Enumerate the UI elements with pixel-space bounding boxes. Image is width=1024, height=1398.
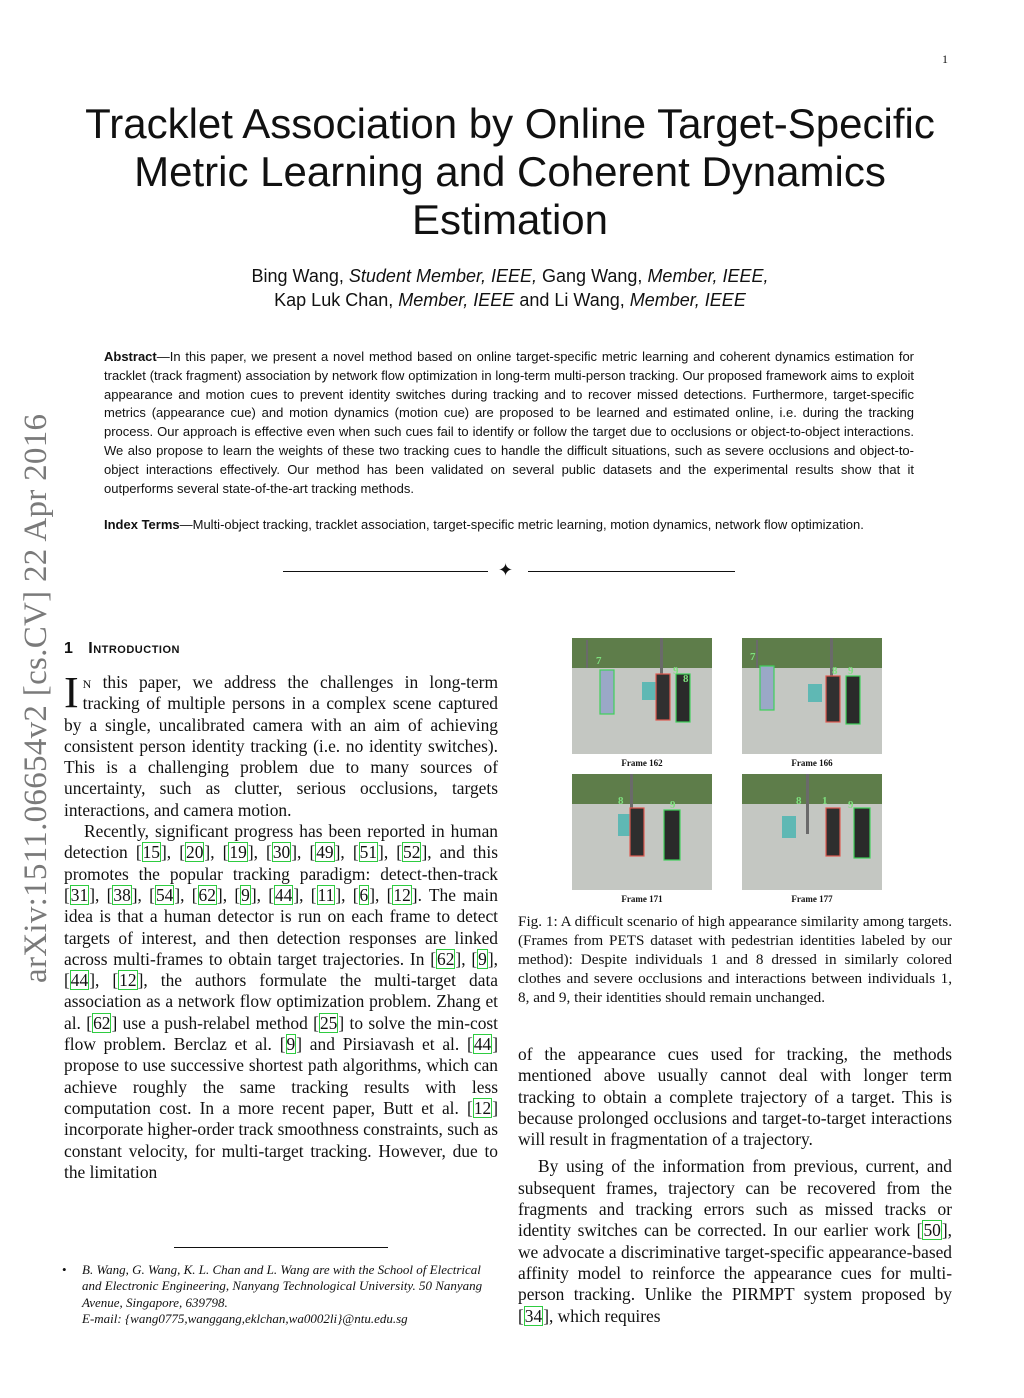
section-number: 1 bbox=[64, 640, 74, 657]
index-terms bbox=[104, 516, 914, 535]
track-id-label: 7 bbox=[750, 651, 756, 663]
author-name: Gang Wang, bbox=[542, 266, 643, 286]
title-line: Estimation bbox=[411, 196, 609, 243]
intro-paragraph-1 bbox=[64, 668, 498, 821]
footnote-affiliation: B. Wang, G. Wang, K. L. Chan and L. Wang are with the School of Electrical and Electronic Engineering, Nanyang Technological University. 50 Nanyang Avenue, Singapore, 639798. bbox=[82, 1262, 483, 1310]
frame-caption: Frame 171 bbox=[621, 894, 663, 904]
frame-caption: Frame 177 bbox=[791, 894, 833, 904]
citation-link[interactable]: 6 bbox=[359, 884, 369, 905]
citation-link[interactable]: 44 bbox=[275, 884, 293, 905]
citation-link[interactable]: 52 bbox=[403, 842, 421, 863]
citation-link[interactable]: 9 bbox=[478, 948, 487, 969]
author-role: Member, IEEE, bbox=[647, 266, 769, 286]
citation-group: [62], [9], [44], [12] bbox=[64, 948, 498, 991]
citation-link[interactable]: 62 bbox=[93, 1012, 111, 1033]
intro-paragraph-3: of the appearance cues used for tracking, the methods mentioned above usually cannot deal with longer term tracking to obtain a complete trajectory of a target. This is because prolonged occlusions and target-to-target interactions will result in fragmentation of a trajectory. bbox=[518, 1044, 952, 1150]
track-id-label: 9 bbox=[848, 799, 854, 811]
intro-paragraph-2: Recently, significant progress has been reported in human detection [15], [20], [19], [30], [49], [51], [52], and this promotes the popular tracking paradigm: detect-then-track [31], [38], [54], [62], [9], [44], [11], [6], [12]. The main idea is that a human detector is run on each frame to detect targets of interest, and then detection responses are linked across multi-frames to obtain target trajectories. In [62], [9], [44], [12], the authors formulate the multi-target data association as a network flow optimization problem. Zhang et al. [62] use a push-relabel method [25] to solve the min-cost flow problem. Berclaz et al. [9] and Pirsiavash et al. [44] propose to use successive shortest path algorithms, which can achieve roughly the same tracking results with less computation cost. In a more recent paper, Butt et al. [12] incorporate higher-order track smoothness constraints, such as constant velocity, for multi-target tracking. However, due to the limitation bbox=[64, 821, 498, 1182]
track-id-label: 9 bbox=[673, 665, 679, 677]
track-id-label: 8 bbox=[683, 673, 689, 685]
citation-link[interactable]: 15 bbox=[142, 842, 160, 863]
frame-caption: Frame 166 bbox=[791, 758, 833, 768]
paragraph-text: , and this promotes the popular tracking paradigm: detect-then-track bbox=[64, 842, 498, 884]
scene-svg bbox=[742, 774, 882, 890]
paragraph-text: to solve the min-cost flow problem. Berclaz et al. bbox=[64, 1012, 498, 1055]
paragraph-text: , we advocate a discriminative target-specific appearance-based affinity model to reinforce the appearance cues for multi-person tracking. Unlike the PIRMPT system proposed by bbox=[518, 1220, 952, 1305]
track-id-label: 8 bbox=[832, 665, 838, 677]
figure-caption: Fig. 1: A difficult scenario of high appearance similarity among targets. (Frames from PETS dataset with pedestrian identities labeled by our method): Despite individuals 1 and 8 dressed in similarly colored clothes and severe occlusions and interactions between individuals 1, 8, and 9, their identities should remain unchanged. bbox=[518, 913, 952, 1006]
author-role: Member, IEEE bbox=[398, 290, 515, 310]
track-id-label: 8 bbox=[796, 795, 802, 807]
citation-link[interactable]: 38 bbox=[113, 884, 131, 905]
footnote-email: E-mail: {wang0775,wanggang,eklchan,wa0002li}@ntu.edu.sg bbox=[82, 1311, 408, 1327]
divider-star-icon: ✦ bbox=[498, 560, 514, 581]
scene-svg bbox=[572, 638, 712, 754]
smallcaps-word: n bbox=[82, 672, 92, 692]
citation-link[interactable]: 62 bbox=[437, 948, 455, 969]
frame-image bbox=[572, 638, 712, 754]
citation-link[interactable]: 19 bbox=[229, 842, 247, 863]
section-divider bbox=[283, 562, 735, 582]
citation-link[interactable]: 9 bbox=[241, 884, 250, 905]
section-title: Introduction bbox=[88, 640, 180, 657]
title-line: Metric Learning and Coherent Dynamics bbox=[134, 148, 886, 195]
track-id-label: 9 bbox=[848, 665, 854, 677]
citation-link[interactable]: 34 bbox=[524, 1305, 543, 1326]
intro-paragraph-4: By using of the information from previous, current, and subsequent frames, trajectory can be recovered from the fragments and tracking errors such as missed tracks or identity switches can be corrected. In our earlier work [50], we advocate a discriminative target-specific appearance-based affinity model to reinforce the appearance cues for multi-person tracking. Unlike the PIRMPT system proposed by [34], which requires bbox=[518, 1156, 952, 1326]
index-terms-text: —Multi-object tracking, tracklet association, target-specific metric learning, motion dynamics, network flow optimization. bbox=[179, 517, 864, 532]
left-column bbox=[64, 668, 498, 1183]
author-name: Li Wang, bbox=[554, 290, 625, 310]
paragraph-text: this paper, we address the challenges in long-term tracking of multiple persons in a complex scene captured by a single, uncalibrated camera with an aim of achieving consistent person identity tracking (i.e. no identity switches). This is a challenging problem due to many sources of uncertainty, such as clutter, serious occlusions, targets interactions, and camera motion. bbox=[64, 672, 498, 820]
citation-link[interactable]: 12 bbox=[473, 1097, 492, 1118]
author-conjunction: and bbox=[519, 290, 550, 310]
track-id-label: 8 bbox=[618, 795, 624, 807]
scene-svg bbox=[572, 774, 712, 890]
author-name: Kap Luk Chan, bbox=[274, 290, 394, 310]
section-heading bbox=[64, 640, 180, 658]
arxiv-stamp: arXiv:1511.06654v2 [cs.CV] 22 Apr 2016 bbox=[18, 413, 54, 983]
track-id-label: 9 bbox=[670, 799, 676, 811]
paragraph-text: By using of the information from previous, current, and subsequent frames, trajectory can be recovered from the fragments and tracking errors such as missed tracks or identity switches can be corrected. In our earlier work bbox=[518, 1156, 952, 1241]
page-number: 1 bbox=[942, 52, 948, 66]
paragraph-text: , the authors formulate the multi-target data association as a network flow optimization problem. Zhang et al. bbox=[64, 970, 498, 1033]
citation-group: [15], [20], [19], [30], [49], [51], [52] bbox=[135, 842, 428, 863]
paragraph-text: , which requires bbox=[548, 1305, 661, 1326]
author-name: Bing Wang, bbox=[251, 266, 344, 286]
index-terms-label: Index Terms bbox=[104, 517, 180, 532]
frame-image bbox=[742, 774, 882, 890]
citation-link[interactable]: 44 bbox=[473, 1034, 492, 1055]
right-column bbox=[518, 1044, 952, 1327]
abstract bbox=[104, 348, 914, 498]
citation-link[interactable]: 49 bbox=[316, 842, 334, 863]
frame-image bbox=[742, 638, 882, 754]
citation-link[interactable]: 50 bbox=[923, 1220, 941, 1241]
citation-link[interactable]: 20 bbox=[186, 842, 204, 863]
citation-link[interactable]: 51 bbox=[359, 842, 378, 863]
footnote-rule bbox=[174, 1247, 388, 1248]
citation-link[interactable]: 12 bbox=[119, 970, 137, 991]
figure-1 bbox=[566, 634, 886, 904]
citation-link[interactable]: 44 bbox=[70, 970, 89, 991]
paragraph-text: . The main idea is that a human detector is run on each frame to detect targets of interest, and then detection responses are linked across multi-frames to obtain target trajectories. In bbox=[64, 884, 498, 969]
scene-svg bbox=[742, 638, 882, 754]
citation-group: [31], [38], [54], [62], [9], [44], [11], [6], [12] bbox=[64, 884, 418, 905]
footnote bbox=[64, 1262, 498, 1328]
citation-link[interactable]: 54 bbox=[155, 884, 174, 905]
frame-caption: Frame 162 bbox=[621, 758, 663, 768]
author-role: Student Member, IEEE, bbox=[348, 266, 538, 286]
paragraph-text: propose to use successive shortest path algorithms, which can achieve roughly the same tracking results with less computation cost. In a more recent paper, Butt et al. bbox=[64, 1055, 498, 1118]
citation-link[interactable]: 62 bbox=[198, 884, 216, 905]
abstract-label: Abstract bbox=[104, 349, 157, 364]
citation-link[interactable]: 12 bbox=[393, 884, 411, 905]
paper-title bbox=[60, 100, 960, 244]
citation-link[interactable]: 25 bbox=[319, 1012, 338, 1033]
author-list bbox=[60, 264, 960, 312]
citation-link[interactable]: 9 bbox=[286, 1034, 296, 1055]
frame-image bbox=[572, 774, 712, 890]
paragraph-text: use a push-relabel method bbox=[117, 1012, 314, 1033]
drop-cap: I bbox=[64, 668, 79, 717]
title-line: Tracklet Association by Online Target-Specific bbox=[85, 100, 935, 147]
paragraph-text: and Pirsiavash et al. bbox=[302, 1034, 468, 1055]
abstract-text: —In this paper, we present a novel method based on online target-specific metric learning and coherent dynamics estimation for tracklet (track fragment) association by network flow optimization in long-term multi-person tracking. Our proposed framework aims to exploit appearance and motion cues to prevent identity switches during tracking and to recover missed detections. Furthermore, target-specific metrics (appearance cue) and motion dynamics (motion cue) are proposed to be learned and estimated online, i.e. during the tracking process. Our approach is effective even when such cues fail to identify or follow the target due to occlusions or object-to-object interactions. We also propose to learn the weights of these two tracking cues to handle the difficult situations, such as severe occlusions and object-to-object interactions effectively. Our method has been validated on several public datasets and the experimental results show that it outperforms several state-of-the-art tracking methods. bbox=[104, 349, 914, 496]
footnote-bullet: • bbox=[62, 1262, 67, 1277]
citation-link[interactable]: 30 bbox=[272, 842, 291, 863]
track-id-label: 7 bbox=[596, 655, 602, 667]
citation-link[interactable]: 31 bbox=[70, 884, 89, 905]
track-id-label: 1 bbox=[822, 795, 828, 807]
paragraph-text: Recently, significant progress has been reported in human detection bbox=[64, 821, 498, 863]
paragraph-text: incorporate higher-order track smoothness constraints, such as constant velocity, for multi-target tracking. However, due to the limitation bbox=[64, 1119, 498, 1182]
citation-link[interactable]: 11 bbox=[317, 884, 335, 905]
author-role: Member, IEEE bbox=[629, 290, 746, 310]
